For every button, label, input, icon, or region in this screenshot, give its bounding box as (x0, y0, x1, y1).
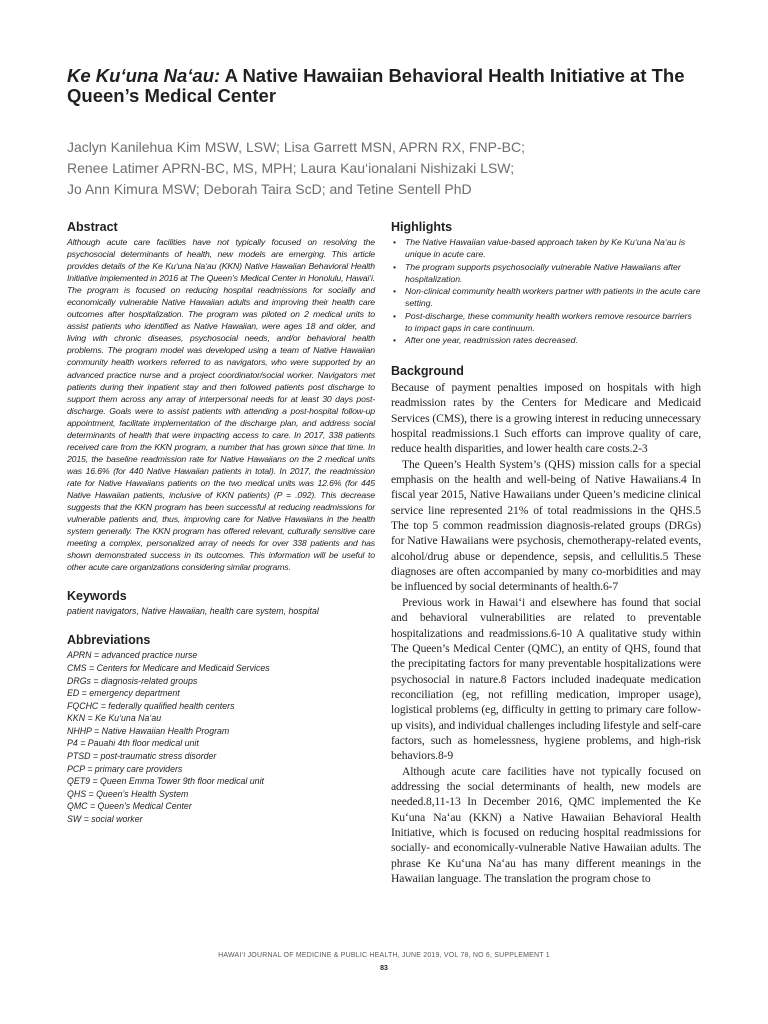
journal-footer: HAWAI‘I JOURNAL OF MEDICINE & PUBLIC HEALTH, JUNE 2019, VOL 78, NO 6, SUPPLEMENT 1 (218, 952, 550, 959)
bullet-icon: • (393, 286, 397, 296)
abbreviation-item: DRGs = diagnosis-related groups (67, 675, 198, 686)
author-line: Renee Latimer APRN-BC, MS, MPH; Laura Kau‘ionalani Nishizaki LSW; (67, 160, 515, 176)
highlight-item (391, 310, 701, 334)
keywords-text: patient navigators, Native Hawaiian, health care system, hospital (67, 606, 319, 617)
title-rest: A Native Hawaiian Behavioral Health Initiative at The Queen’s Medical Center (67, 65, 685, 106)
abbreviation-item: PTSD = post-traumatic stress disorder (67, 751, 217, 762)
bullet-icon: • (393, 335, 397, 345)
abstract-text: Although acute care facilities have not typically focused on resolving the psychosocial determinants of health, new models are emerging. This article provides details of the Ke Ku‘una Na‘au (KKN) Native Hawaiian Behavioral Health Initiative implemented in 2016 at The Queen’s Medical Center in Honolulu, Hawai‘i. The program is focused on reducing hospital readmissions for socially and economically vulnerable Native Hawaiian adults and improving their health care outcomes after hospitalization. The program was piloted on 2 medical units to assist patients who identified as Native Hawaiian, were ages 18 and older, and living with chronic diseases, psychosocial needs, and/or behavioral health problems. The program model was developed using a team of Native Hawaiian community health workers referred to as navigators, who were supported by an advanced practice nurse and a project coordinator/social worker. Navigators met patients during their inpatient stay and then followed patients post discharge to support them across any array of interpersonal needs for at least 30 days post-discharge. Goals were to assist patients with attending a post-hospital follow-up appointment, facilitate implementation of the discharge plan, and address social determinants of health that were impacting access to care. In 2017, 338 patients received care from the KKN program, a number that has grown since that time. In 2015, the baseline readmission rate for Native Hawaiians on the 2 medical units was 16.6% (for 440 Native Hawaiian patients in total). In 2017, the readmission rate for Native Hawaiians patients on the two medical units was 12.6% (for 445 Native Hawaiian patients, inclusive of KKN patients) (P = .092). This decrease suggests that the KKN program has been successful at reducing readmissions for vulnerable patients and, thus, improving care for Native Hawaiians in the health system generally. The KKN program has offered relevant, culturally sensitive care meeting a complex, personalized array of needs for over 338 patients and has shown demonstrated success in its outcomes. This information will be useful to other acute care organizations considering similar programs. (67, 237, 375, 573)
abbreviation-item: PCP = primary care providers (67, 763, 183, 774)
bullet-icon: • (393, 310, 397, 321)
highlights-heading: Highlights (391, 220, 453, 234)
page-number: 83 (380, 965, 388, 972)
highlight-text: Non-clinical community health workers partner with patients in the acute care setting. (405, 286, 701, 308)
title-italic: Ke Ku‘una Na‘au: (67, 65, 221, 86)
author-list (67, 137, 727, 200)
highlight-text: After one year, readmission rates decreased. (405, 335, 578, 345)
background-paragraph: Previous work in Hawai‘i and elsewhere has found that social and behavioral vulnerabilities are related to preventable hospitalizations and readmissions.6-10 A qualitative study within The Queen’s Medical Center (QMC), an entity of QHS, found that the precipitating factors for many preventable hospitalizations were psychosocial in nature.8 Factors included inadequate medication reconciliation (eg, not refilling medication, improper usage), logistical problems (eg, difficulty in getting to primary care follow-up visits), and individual challenges including lifestyle and self-care factors, such as homelessness, hygiene problems, and high-risk behaviors.8-9 (391, 595, 701, 763)
abbreviation-item: ED = emergency department (67, 688, 180, 699)
abbreviation-item: KKN = Ke Ku‘una Na‘au (67, 713, 162, 724)
abbreviations-list (67, 649, 375, 825)
highlight-item (391, 334, 701, 346)
abbreviation-item: QET9 = Queen Emma Tower 9th floor medical unit (67, 776, 264, 787)
abbreviations-heading: Abbreviations (67, 633, 151, 648)
highlight-item (391, 261, 701, 285)
abbreviation-item: P4 = Pauahi 4th floor medical unit (67, 738, 199, 749)
author-line: Jo Ann Kimura MSW; Deborah Taira ScD; and Tetine Sentell PhD (67, 181, 472, 197)
highlights-list (391, 236, 701, 346)
abbreviation-item: QMC = Queen’s Medical Center (67, 801, 192, 812)
abbreviation-item: SW = social worker (67, 814, 143, 825)
right-column (391, 220, 701, 886)
background-heading: Background (391, 364, 464, 378)
bullet-icon: • (393, 261, 397, 272)
highlight-item (391, 285, 701, 309)
background-paragraph: Although acute care facilities have not typically focused on addressing the social determinants of health, new models are needed.8,11-13 In December 2016, QMC implemented the Ke Ku‘una Na‘au (KKN) a Native Hawaiian Behavioral Health Initiative, which is focused on reducing hospital readmissions for socially- and economically-vulnerable Native Hawaiian adults. The phrase Ke Ku‘una Na‘au has many different meanings in the Hawaiian language. The translation the program chose to (391, 764, 701, 885)
background-paragraph: The Queen’s Health System’s (QHS) mission calls for a special emphasis on the health and well-being of Native Hawaiians.4 In fiscal year 2015, Native Hawaiians under Queen’s medicine clinical service line represented 21% of total readmissions in the QHS.5 The top 5 common readmission diagnosis-related groups (DRGs) for Native Hawaiians were psychosis, chemotherapy-related events, alcohol/drug abuse or dependence, sepsis, and cellulitis.5 These diagnoses are often accompanied by many co-morbidities and may be influenced by social determinants of health.6-7 (391, 457, 701, 594)
highlight-text: Post-discharge, these community health workers remove resource barriers to impact gaps in care continuum. (405, 310, 692, 333)
highlight-item (391, 236, 701, 260)
abbreviation-item: CMS = Centers for Medicare and Medicaid Services (67, 662, 270, 673)
abbreviation-item: QHS = Queen’s Health System (67, 788, 189, 799)
article-title (67, 66, 727, 106)
background-paragraph: Because of payment penalties imposed on hospitals with high readmission rates by the Centers for Medicare and Medicaid Services (CMS), there is a growing interest in reducing unnecessary hospital readmissions.1 Such efforts can improve quality of care, reduce health disparities, and lower health care costs.2-3 (391, 381, 701, 456)
abbreviation-item: FQCHC = federally qualified health centers (67, 700, 235, 711)
author-line: Jaclyn Kanilehua Kim MSW, LSW; Lisa Garrett MSN, APRN RX, FNP-BC; (67, 139, 525, 155)
bullet-icon: • (393, 237, 397, 247)
left-column (67, 220, 375, 826)
abstract-heading: Abstract (67, 220, 118, 234)
abbreviation-item: APRN = advanced practice nurse (67, 650, 198, 661)
highlight-text: The Native Hawaiian value-based approach taken by Ke Ku‘una Na‘au is unique in acute care. (405, 237, 686, 259)
highlight-text: The program supports psychosocially vulnerable Native Hawaiians after hospitalization. (405, 261, 681, 284)
abbreviation-item: NHHP = Native Hawaiian Health Program (67, 725, 230, 736)
keywords-heading: Keywords (67, 589, 127, 604)
